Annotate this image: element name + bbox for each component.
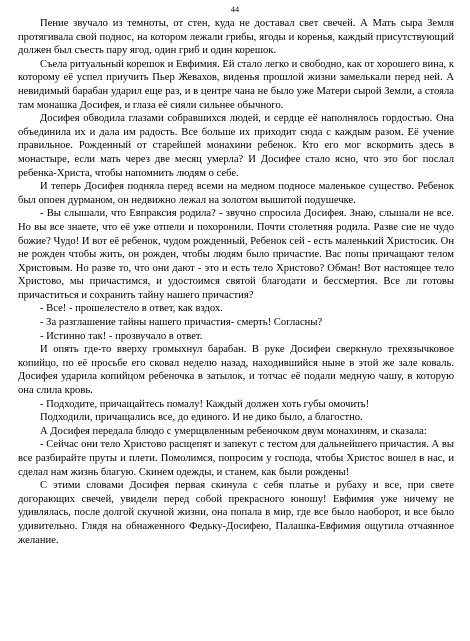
dialogue-line: - За разглашение тайны нашего причастия- смерть! Согласны? <box>40 317 323 329</box>
dialogue-line: - Истинно так! - прозвучало в ответ. <box>40 330 203 342</box>
page-body-text <box>18 17 454 547</box>
paragraph: С этими словами Досифея первая скинула с себя платье и рубаху и все, при свете догорающих свечей, увидели перед собой прекрасного юношу! Евфимия уже ничему не удивлялась, после долгой скучной жизни, она попала в мир, где все было наоборот, и все было удивительно. Глядя на обнаженного Федьку-Досифею, Палашка-Евфимия ощутила отчаянное желание. <box>18 480 454 546</box>
dialogue-line: - Все! - прошелестело в ответ, как вздох. <box>40 303 223 315</box>
paragraph: Досифея обводила глазами собравшихся людей, и сердце её наполнялось гордостью. Она объединила их и дала им радость. Все больше их приходит сюда с каждым разом. Её учение правильное. Рожденный от старейшей монахини ребенок. Кто его мог вскормить здесь в монастыре, если мать через две месяц умерла? И Досифее стало ясно, что это бог послал ребенка-Христа, чтобы напомнить людям о себе. <box>18 113 454 179</box>
paragraph: Съела ритуальный корешок и Евфимия. Ей стало легко и свободно, как от хорошего вина, к которому её успел приучить Пьер Жевахов, виденья прошлой жизни замелькали перед ней. А невидимый барабан ударил еще раз, и в центре чана не было уже Матери сырой Земли, а стояла там монашка Досифея, и глаза её сияли сильнее обычного. <box>18 58 454 111</box>
paragraph: И опять где-то вверху громыхнул барабан. В руке Досифеи сверкнуло трехязычковое копийцо, по её просьбе его сковал неделю назад, находившийся ныне в этой же зале коваль. Досифея ударила копийцом ребеночка в затылок, и тотчас её подали медную чашу, в которую она слила кровь. <box>18 344 454 397</box>
paragraph: Пение звучало из темноты, от стен, куда не доставал свет свечей. А Мать сыра Земля протягивала свой поднос, на котором лежали грибы, ягоды и коренья, каждый присутствующий должен был съесть пару ягод, один гриб и один корешок. <box>18 18 454 57</box>
dialogue-line: - Сейчас они тело Христово расщепят и запекут с тестом для дальнейшего причастия. А вы все разбирайте пруты и плети. Помолимся, попросим у господа, чтобы Христос вошел в нас, и сделал нам жизнь благую. Скинем одежды, и станем, как были рождены! <box>18 439 454 478</box>
paragraph: - Вы слышали, что Евпраксия родила? - звучно спросила Досифея. Знаю, слышали не все. Но вы все знаете, что её уже отпели и похоронили. Почти столетняя родила. Разве сие не чудо божие? Чудо! И вот её ребенок, чудом рожденный, Ребенок сей - есть маленький Христосик. Он не рожден чтобы жить, он рожден, чтобы людям было причастие. Вас попы причащают телом Христовым. Но разве то, что они дают - это и есть тело Христово? Обман! Вот настоящее тело Христово, мы причастимся, и удостоимся святой благодати и бессмертия. Все ли готовы причаститься и сохранить тайну нашего причастия? <box>18 208 454 301</box>
paragraph: И теперь Досифея подняла перед всеми на медном подносе маленькое существо. Ребенок был опоен дурманом, он недвижно лежал на золотом вышитой подушечке. <box>18 181 454 206</box>
paragraph: А Досифея передала блюдо с умерщвленным ребеночком двум монахиням, и сказала: <box>40 425 427 437</box>
paragraph: Подходили, причащались все, до единого. И не дико было, а благостно. <box>40 412 363 424</box>
page-number: 44 <box>230 4 240 14</box>
dialogue-line: - Подходите, причащайтесь помалу! Каждый должен хоть губы омочить! <box>40 398 370 410</box>
